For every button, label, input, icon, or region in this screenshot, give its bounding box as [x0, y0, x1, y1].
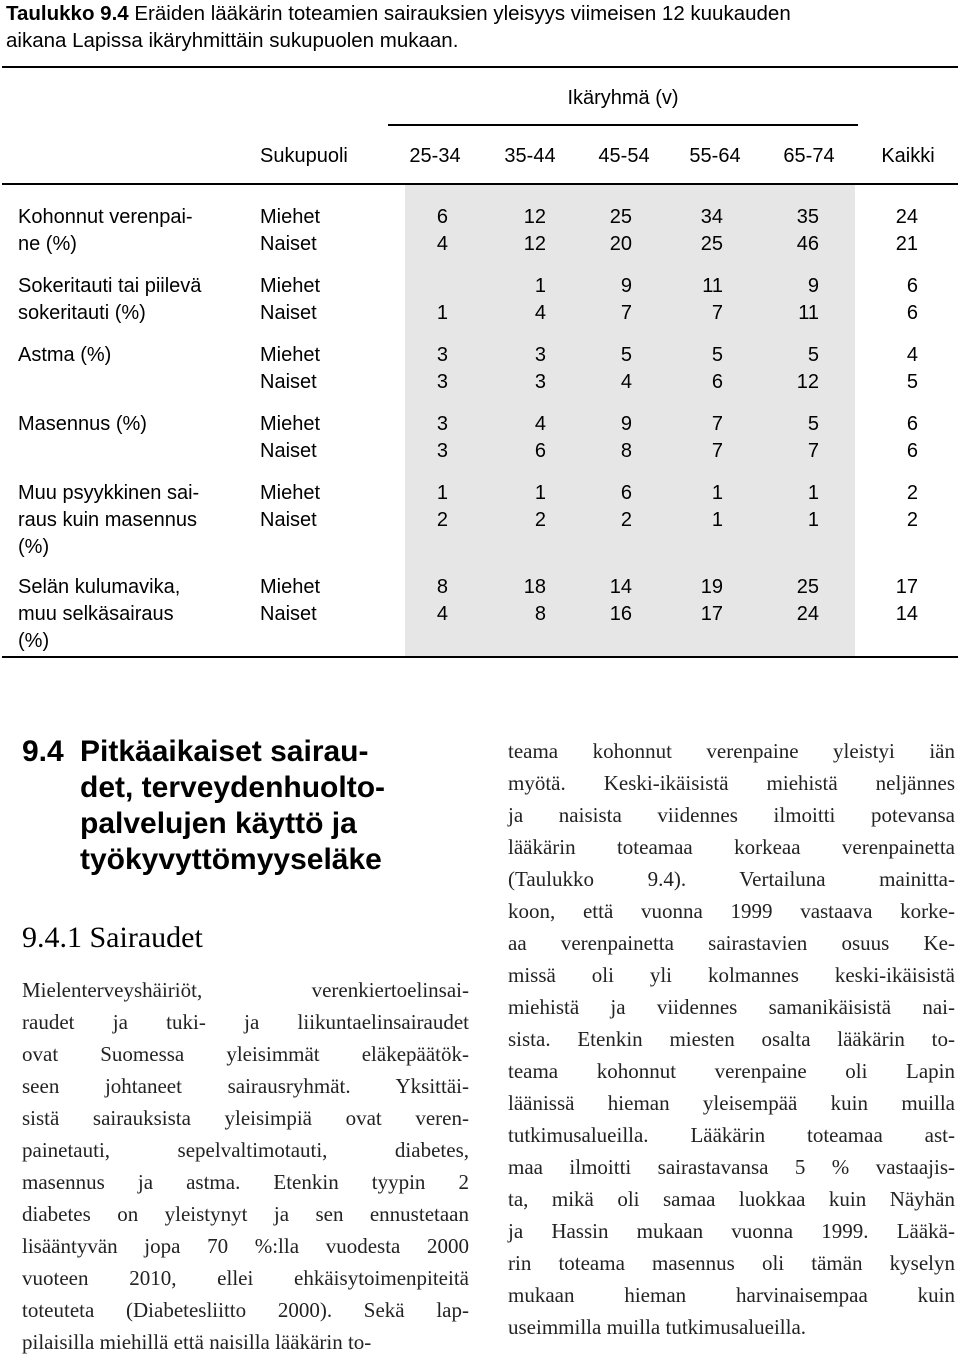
age-header-35-44: 35-44 [504, 145, 556, 167]
body-line: mukaan hieman harvinaisempaa kuin [508, 1283, 955, 1307]
table-cell: 11 [702, 275, 723, 297]
sex-label: Miehet [260, 482, 321, 504]
row-label: sokeritauti (%) [18, 302, 146, 324]
table-caption [6, 0, 956, 54]
row-label: raus kuin masennus [18, 509, 197, 531]
table-cell: 35 [796, 206, 819, 228]
sex-label: Naiset [260, 603, 317, 625]
table-cell: 1 [534, 275, 546, 297]
caption-text-2: aikana Lapissa ikäryhmittäin sukupuolen mukaan. [6, 29, 459, 52]
table-cell: 11 [798, 302, 819, 324]
table-cell: 6 [906, 302, 918, 324]
table-cell: 2 [620, 509, 632, 531]
body-line: koon, että vuonna 1999 vastaava korke- [508, 899, 955, 923]
table-cell: 1 [534, 482, 546, 504]
body-line: rin toteama masennus oli tämän kyselyn [508, 1251, 955, 1275]
table-cell: 8 [534, 603, 546, 625]
body-line: toteuteta (Diabetesliitto 2000). Sekä lap- [22, 1298, 469, 1322]
row-label: (%) [18, 630, 50, 652]
table-cell: 6 [534, 440, 546, 462]
table-cell: 7 [807, 440, 819, 462]
caption-label: Taulukko 9.4 [6, 2, 129, 25]
body-line: lisääntyvän jopa 70 %:lla vuodesta 2000 [22, 1234, 469, 1258]
header-rule [2, 183, 958, 185]
sex-label: Naiset [260, 509, 317, 531]
body-line: missä oli yli kolmannes keski-ikäisistä [508, 963, 955, 987]
row-label: Muu psyykkinen sai- [18, 482, 200, 504]
table-cell: 1 [807, 482, 819, 504]
age-header-25-34: 25-34 [409, 145, 461, 167]
table-cell: 2 [436, 509, 448, 531]
table-cell: 2 [906, 482, 918, 504]
row-label: Masennus (%) [18, 413, 147, 435]
body-line: ovat Suomessa yleisimmät eläkepäätök- [22, 1042, 469, 1066]
row-label: muu selkäsairaus [18, 603, 174, 625]
table-cell: 6 [906, 413, 918, 435]
table-cell: 3 [534, 371, 546, 393]
table-cell: 16 [609, 603, 632, 625]
sex-label: Miehet [260, 576, 321, 598]
body-line: raudet ja tuki- ja liikuntaelinsairaudet [22, 1010, 469, 1034]
body-column-left [22, 974, 469, 1358]
table-cell: 7 [620, 302, 632, 324]
age-group-header: Ikäryhmä (v) [567, 87, 679, 109]
total-column-header: Kaikki [881, 145, 935, 167]
table-cell: 21 [895, 233, 918, 255]
table-cell: 25 [700, 233, 723, 255]
table-cell: 8 [620, 440, 632, 462]
table-cell: 5 [807, 344, 819, 366]
body-line: vuoteen 2010, ellei ehkäisytoimenpiteitä [22, 1266, 469, 1290]
section-number: 9.4 [22, 735, 64, 768]
table-cell: 24 [796, 603, 819, 625]
table-cell: 2 [906, 509, 918, 531]
table-cell: 20 [609, 233, 632, 255]
table-cell: 17 [895, 576, 918, 598]
table-cell: 12 [523, 206, 546, 228]
table-cell: 7 [711, 440, 723, 462]
row-label: Sokeritauti tai piilevä [18, 275, 202, 297]
table-cell: 17 [700, 603, 723, 625]
body-line: masennus ja astma. Etenkin tyypin 2 [22, 1170, 469, 1194]
sex-label: Miehet [260, 344, 321, 366]
sex-label: Naiset [260, 440, 317, 462]
table-cell: 4 [534, 302, 546, 324]
body-line: sistä sairauksista yleisimpiä ovat veren- [22, 1106, 469, 1130]
table-top-rule [2, 66, 958, 68]
table-cell: 14 [895, 603, 918, 625]
row-label: Selän kulumavika, [18, 576, 181, 598]
section-heading [22, 734, 462, 878]
subsection-heading: 9.4.1 Sairaudet [22, 921, 203, 954]
sex-label: Miehet [260, 206, 321, 228]
table-cell: 1 [436, 302, 448, 324]
body-line: maa ilmoitti sairastavansa 5 % vastaajis- [508, 1155, 955, 1179]
table-bottom-rule [2, 656, 958, 658]
section-title-line: det, terveydenhuolto- [80, 771, 386, 804]
age-header-45-54: 45-54 [598, 145, 650, 167]
table-cell: 3 [436, 344, 448, 366]
body-line: diabetes on yleistynyt ja sen ennustetaan [22, 1202, 469, 1226]
sex-label: Miehet [260, 413, 321, 435]
body-line: läänissä hieman yleisempää kuin muilla [508, 1091, 955, 1115]
table-cell: 24 [895, 206, 918, 228]
table-cell: 4 [436, 233, 448, 255]
table-cell: 1 [711, 509, 723, 531]
table-cell: 14 [609, 576, 632, 598]
body-line: aa verenpainetta sairastavien osuus Ke- [508, 931, 955, 955]
age-header-65-74: 65-74 [783, 145, 835, 167]
section-title-line: Pitkäaikaiset sairau- [80, 735, 369, 768]
table-cell: 5 [807, 413, 819, 435]
row-label: Astma (%) [18, 344, 112, 366]
table-cell: 46 [796, 233, 819, 255]
table-cell: 4 [906, 344, 918, 366]
table-cell: 12 [523, 233, 546, 255]
table-cell: 1 [436, 482, 448, 504]
body-line: (Taulukko 9.4). Vertailuna mainitta- [508, 867, 955, 891]
age-group-rule [388, 124, 858, 126]
body-line: seen johtaneet sairausryhmät. Yksittäi- [22, 1074, 469, 1098]
table-cell: 6 [711, 371, 723, 393]
table-cell: 4 [436, 603, 448, 625]
body-line: myötä. Keski-ikäisistä miehistä neljännes [508, 771, 955, 795]
table-cell: 5 [906, 371, 918, 393]
table-cell: 25 [609, 206, 632, 228]
table-cell: 7 [711, 413, 723, 435]
table-cell: 6 [436, 206, 448, 228]
table-cell: 3 [436, 371, 448, 393]
prevalence-table [0, 66, 960, 658]
body-line: miehistä ja viidennes samanikäisistä nai- [508, 995, 955, 1019]
sex-label: Naiset [260, 302, 317, 324]
table-cell: 3 [534, 344, 546, 366]
body-line: Mielenterveyshäiriöt, verenkiertoelinsai- [22, 978, 469, 1002]
table-cell: 2 [534, 509, 546, 531]
sex-label: Naiset [260, 233, 317, 255]
sex-label: Miehet [260, 275, 321, 297]
table-cell: 6 [906, 440, 918, 462]
body-line: lääkärin toteamaa korkeaa verenpainetta [508, 835, 955, 859]
table-cell: 9 [620, 275, 632, 297]
table-cell: 25 [796, 576, 819, 598]
body-line: useimmilla muilla tutkimusalueilla. [508, 1315, 807, 1339]
row-label: (%) [18, 536, 50, 558]
row-label: ne (%) [18, 233, 77, 255]
body-line: ja naisista viidennes ilmoitti potevansa [508, 803, 955, 827]
body-line: pilaisilla miehillä että naisilla lääkärin to- [22, 1330, 372, 1354]
table-cell: 6 [906, 275, 918, 297]
table-cell: 9 [807, 275, 819, 297]
section-title-line: palvelujen käyttö ja [80, 807, 357, 840]
body-column-right [508, 735, 955, 1343]
table-cell: 4 [534, 413, 546, 435]
body-line: teama kohonnut verenpaine oli Lapin [508, 1059, 955, 1083]
table-cell: 12 [796, 371, 819, 393]
caption-text-1: Eräiden lääkärin toteamien sairauksien yleisyys viimeisen 12 kuukauden [128, 2, 791, 25]
table-cell: 34 [700, 206, 723, 228]
table-cell: 3 [436, 413, 448, 435]
table-cell: 5 [711, 344, 723, 366]
body-line: painetauti, sepelvaltimotauti, diabetes, [22, 1138, 469, 1162]
table-cell: 8 [436, 576, 448, 598]
body-line: tutkimusalueilla. Lääkärin toteamaa ast- [508, 1123, 955, 1147]
row-label: Kohonnut verenpai- [18, 206, 193, 228]
table-cell: 4 [620, 371, 632, 393]
table-cell: 9 [620, 413, 632, 435]
table-cell: 6 [620, 482, 632, 504]
section-title-line: työkyvyttömyyseläke [80, 843, 382, 876]
age-header-55-64: 55-64 [689, 145, 741, 167]
table-cell: 1 [807, 509, 819, 531]
table-cell: 3 [436, 440, 448, 462]
table-cell: 1 [711, 482, 723, 504]
sex-column-header: Sukupuoli [260, 145, 348, 167]
table-cell: 7 [711, 302, 723, 324]
body-line: ja Hassin mukaan vuonna 1999. Lääkä- [508, 1219, 955, 1243]
table-cell: 5 [620, 344, 632, 366]
table-cell: 18 [523, 576, 546, 598]
sex-label: Naiset [260, 371, 317, 393]
body-line: ta, mikä oli samaa luokkaa kuin Näyhän [508, 1187, 955, 1211]
table-cell: 19 [700, 576, 723, 598]
body-line: sista. Etenkin miesten osalta lääkärin to- [508, 1027, 955, 1051]
body-line: teama kohonnut verenpaine yleistyi iän [508, 739, 955, 763]
